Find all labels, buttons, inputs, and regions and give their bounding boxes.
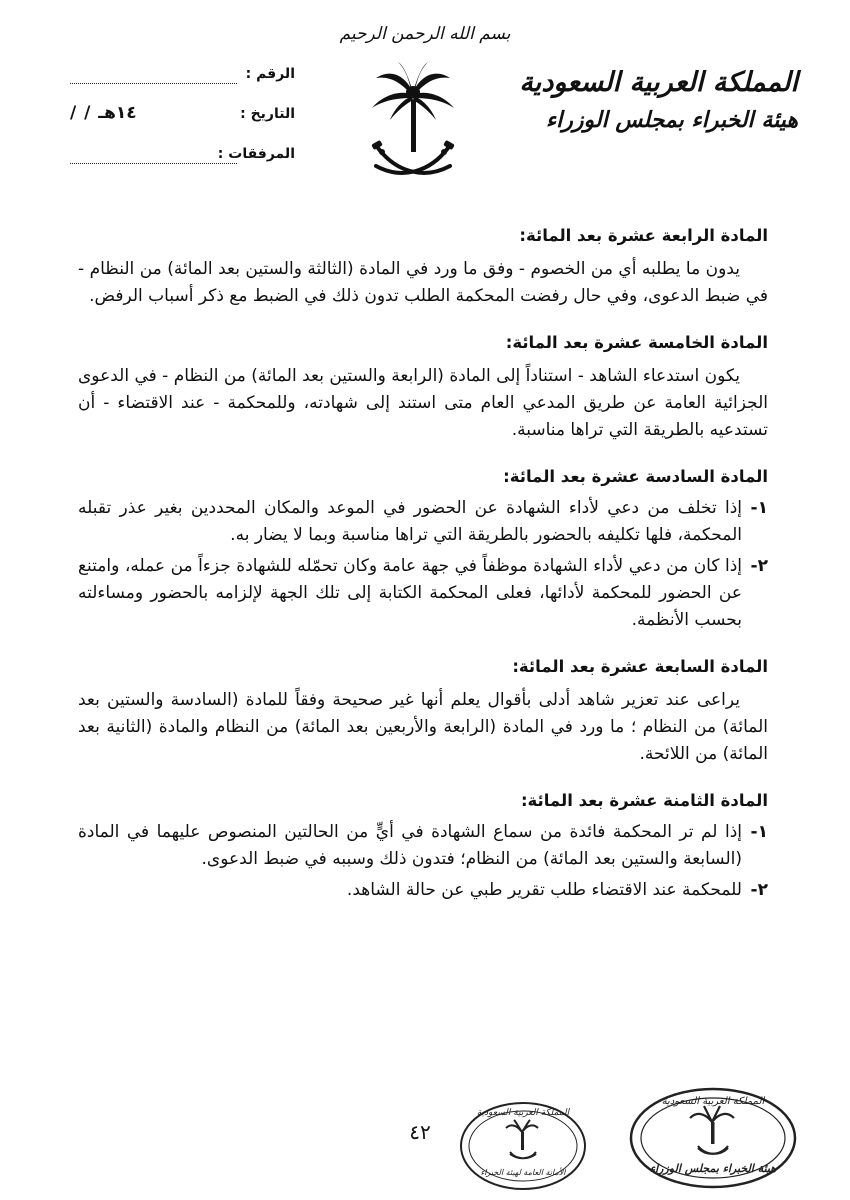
- attachments-line: [70, 163, 237, 164]
- item-number: ١ -: [742, 819, 768, 873]
- article-text: يدون ما يطلبه أي من الخصوم - وفق ما ورد في المادة (الثالثة والستين بعد المائة) من النظام - في ضبط الدعوى، وفي حال رفضت المحكمة الطلب تدون ذلك في الضبط مع ذكر أسباب الرفض.: [78, 259, 768, 306]
- date-value: / / ١٤هـ: [70, 103, 137, 123]
- page-number: ٤٢: [409, 1120, 431, 1144]
- article-114: [78, 222, 768, 310]
- date-row: [70, 103, 295, 146]
- article-heading: المادة الثامنة عشرة بعد المائة:: [520, 791, 768, 810]
- item-text: إذا كان من دعي لأداء الشهادة موظفاً في جهة عامة وكان تحمّله للشهادة جزءاً من عمله، وامتنع عن الحضور للمحكمة لأدائها، فعلى المحكمة الكتابة إلى تلك الجهة لإلزامه بالحضور ومساءلته بحسب الأنظمة.: [78, 556, 742, 630]
- article-text: يراعى عند تعزير شاهد أدلى بأقوال يعلم أنها غير صحيحة وفقاً للمادة (السادسة والستين بعد المائة) من النظام ؛ ما ورد في المادة (الرابعة والأربعين بعد المائة) من النظام والمادة (الثانية بعد المائة) من اللائحة.: [78, 690, 768, 764]
- item-text: إذا تخلف من دعي لأداء الشهادة عن الحضور في الموعد والمكان المحددين بغير عذر تقبله المحكمة، فلها تكليفه بالحضور بالطريقة التي تراها مناسبة وبما لا يضار به.: [78, 498, 742, 545]
- reference-block: [70, 66, 295, 186]
- seal-left-top-text: المملكة العربية السعودية: [476, 1108, 570, 1118]
- item-number: ٢ -: [742, 553, 768, 634]
- item-number: ٢ -: [742, 877, 768, 904]
- seal-right-bottom-text: هيئة الخبراء بمجلس الوزراء: [649, 1162, 777, 1175]
- article-heading: المادة الرابعة عشرة بعد المائة:: [519, 226, 768, 245]
- date-label: التاريخ :: [240, 106, 295, 122]
- article-115: [78, 329, 768, 444]
- article-heading: المادة السادسة عشرة بعد المائة:: [503, 467, 768, 486]
- document-body: [78, 222, 768, 923]
- article-116: [78, 463, 768, 634]
- item-text: للمحكمة عند الاقتضاء طلب تقرير طبي عن حالة الشاهد.: [346, 880, 742, 900]
- article-heading: المادة الخامسة عشرة بعد المائة:: [505, 333, 768, 352]
- article-117: [78, 653, 768, 768]
- article-heading: المادة السابعة عشرة بعد المائة:: [512, 657, 768, 676]
- official-seal-left: [458, 1100, 588, 1192]
- reference-number-row: [70, 66, 295, 106]
- org-name-line1: المملكة العربية السعودية: [519, 67, 798, 98]
- reference-number-label: الرقم :: [245, 66, 295, 82]
- article-item: [78, 495, 768, 549]
- attachments-label: المرفقات :: [217, 146, 295, 162]
- seal-left-bottom-text: الأمانة العامة لهيئة الخبراء: [480, 1168, 566, 1177]
- reference-number-line: [70, 83, 237, 84]
- article-item: [78, 553, 768, 634]
- article-item: [78, 819, 768, 873]
- seal-right-top-text: المملكة العربية السعودية: [661, 1096, 765, 1107]
- palm-swords-emblem-icon: [368, 62, 458, 190]
- attachments-row: [70, 146, 295, 186]
- official-seal-right: [628, 1086, 798, 1190]
- item-text: إذا لم تر المحكمة فائدة من سماع الشهادة في أيٍّ من الحالتين المنصوص عليهما في المادة (السابعة والستين بعد المائة) من النظام؛ فتدون ذلك وسببه في ضبط الدعوى.: [78, 822, 742, 869]
- article-118: [78, 787, 768, 904]
- organization-header: [518, 64, 798, 138]
- article-text: يكون استدعاء الشاهد - استناداً إلى المادة (الرابعة والستين بعد المائة) من النظام - في الدعوى الجزائية العامة عن طريق المدعي العام متى استند إلى شهادته، وللمحكمة - عند الاقتضاء - أن تستدعيه بالطريقة التي تراها مناسبة.: [78, 366, 768, 440]
- org-name-line2: هيئة الخبراء بمجلس الوزراء: [545, 107, 798, 133]
- article-item: [78, 877, 768, 904]
- basmala: بسم الله الرحمن الرحيم: [339, 24, 511, 44]
- item-number: ١ -: [742, 495, 768, 549]
